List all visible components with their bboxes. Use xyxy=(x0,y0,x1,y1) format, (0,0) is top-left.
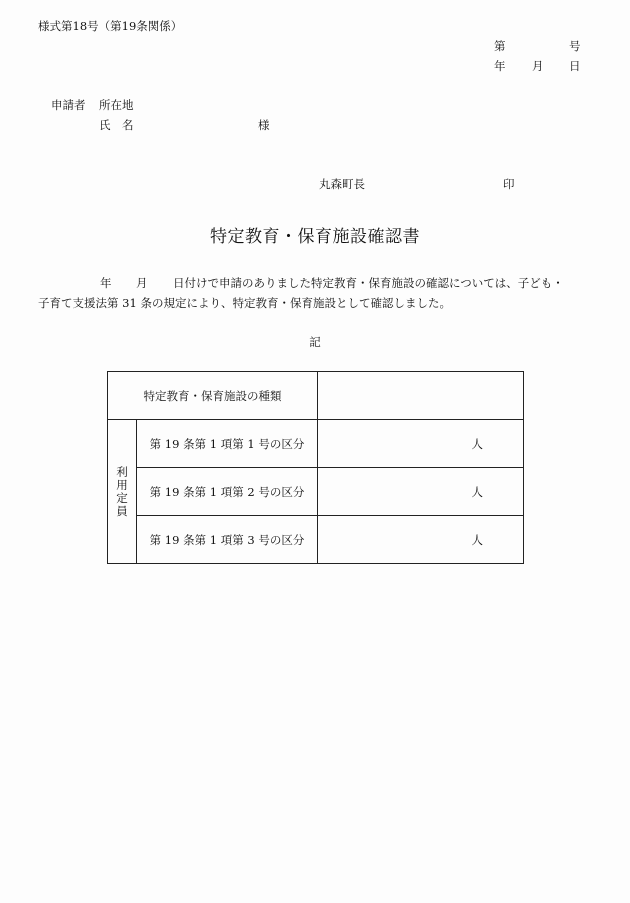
ki-heading: 記 xyxy=(309,335,321,349)
facility-type-label: 特定教育・保育施設の種類 xyxy=(108,372,318,420)
facility-type-value xyxy=(318,372,524,420)
address-label: 所在地 xyxy=(99,98,134,112)
body-line-1: 日付けで申請のありました特定教育・保育施設の確認については、子ども・ xyxy=(173,276,564,290)
applicant-label: 申請者 xyxy=(51,98,86,112)
body-line-2: 子育て支援法第 31 条の規定により、特定教育・保育施設として確認しました。 xyxy=(38,296,451,310)
seal-mark: 印 xyxy=(503,177,515,191)
category-1-unit: 人 xyxy=(318,420,524,468)
confirmation-table xyxy=(107,371,524,564)
capacity-label: 利 用 定 員 xyxy=(108,420,137,564)
honorific: 様 xyxy=(258,118,270,132)
date-month: 月 xyxy=(532,59,544,73)
name-label: 氏 名 xyxy=(99,118,134,132)
date-year: 年 xyxy=(494,59,506,73)
document-title: 特定教育・保育施設確認書 xyxy=(210,227,420,247)
category-2-label: 第 19 条第 1 項第 2 号の区分 xyxy=(137,468,318,516)
category-3-label: 第 19 条第 1 項第 3 号の区分 xyxy=(137,516,318,564)
category-2-unit: 人 xyxy=(318,468,524,516)
category-1-label: 第 19 条第 1 項第 1 号の区分 xyxy=(137,420,318,468)
body-month: 月 xyxy=(136,276,148,290)
ref-go: 号 xyxy=(569,39,581,53)
issuer-title: 丸森町長 xyxy=(319,177,365,191)
ref-dai: 第 xyxy=(494,39,506,53)
form-number: 様式第18号（第19条関係） xyxy=(38,19,183,33)
category-3-unit: 人 xyxy=(318,516,524,564)
body-year: 年 xyxy=(100,276,112,290)
date-day: 日 xyxy=(569,59,581,73)
